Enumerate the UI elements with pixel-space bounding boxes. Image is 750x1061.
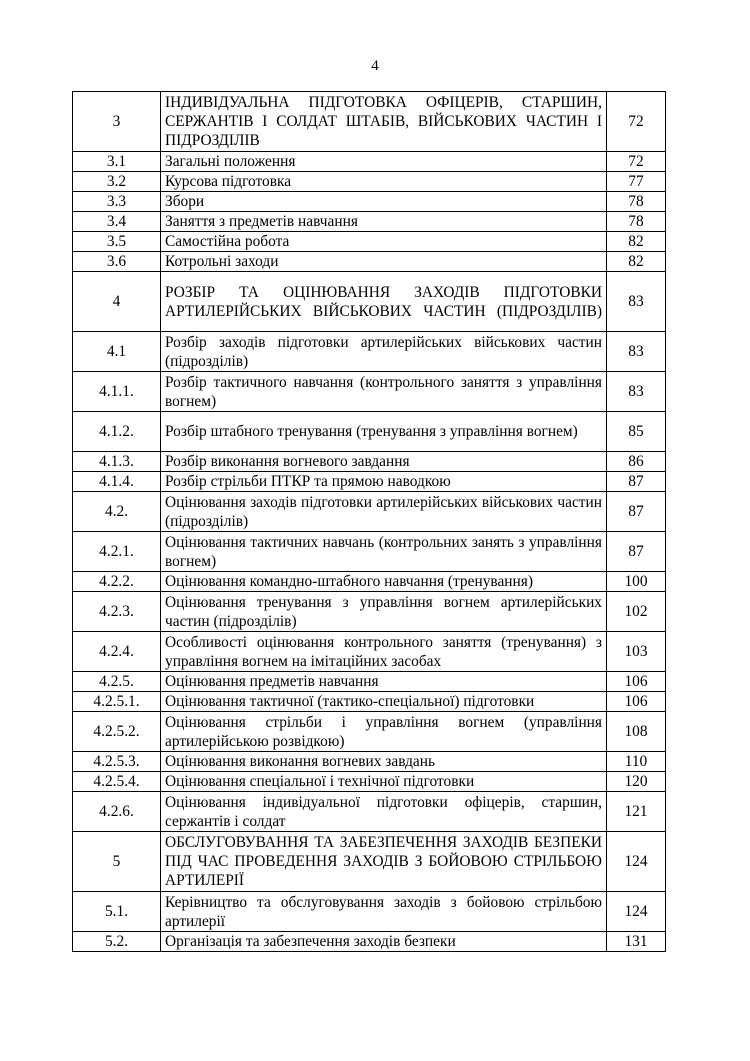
page-ref: 131 <box>607 932 666 952</box>
page-ref: 82 <box>607 252 666 272</box>
page-ref: 124 <box>607 892 666 932</box>
section-number: 4.2.6. <box>73 792 161 832</box>
toc-row <box>73 152 666 172</box>
page-ref: 78 <box>607 212 666 232</box>
page-ref: 78 <box>607 192 666 212</box>
section-title: Розбір тактичного навчання (контрольного заняття з управління вогнем) <box>161 372 607 412</box>
page-ref: 82 <box>607 232 666 252</box>
section-title: Розбір стрільби ПТКР та прямою наводкою <box>161 472 607 492</box>
toc-row <box>73 272 666 332</box>
page-ref: 87 <box>607 492 666 532</box>
section-number: 4 <box>73 272 161 332</box>
section-number: 4.2.5.2. <box>73 712 161 752</box>
section-title: Оцінювання командно-штабного навчання (тренування) <box>161 572 607 592</box>
page-ref: 106 <box>607 672 666 692</box>
section-number: 4.2.4. <box>73 632 161 672</box>
section-title: Розбір заходів підготовки артилерійських військових частин (підрозділів) <box>161 332 607 372</box>
page-ref: 83 <box>607 332 666 372</box>
section-title: Розбір штабного тренування (тренування з управління вогнем) <box>161 412 607 452</box>
page-ref: 102 <box>607 592 666 632</box>
page-ref: 72 <box>607 92 666 152</box>
page-ref: 108 <box>607 712 666 752</box>
section-title: Оцінювання заходів підготовки артилерійських військових частин (підрозділів) <box>161 492 607 532</box>
section-number: 3.1 <box>73 152 161 172</box>
section-title: Оцінювання тактичної (тактико-спеціальної) підготовки <box>161 692 607 712</box>
section-number: 4.2.5.3. <box>73 752 161 772</box>
toc-row <box>73 452 666 472</box>
section-title: Керівництво та обслуговування заходів з бойовою стрільбою артилерії <box>161 892 607 932</box>
section-number: 4.2.1. <box>73 532 161 572</box>
section-number: 4.2. <box>73 492 161 532</box>
toc-row <box>73 492 666 532</box>
page-ref: 83 <box>607 272 666 332</box>
section-title: Оцінювання тактичних навчань (контрольних занять з управління вогнем) <box>161 532 607 572</box>
section-title: Самостійна робота <box>161 232 607 252</box>
section-title: ОБСЛУГОВУВАННЯ ТА ЗАБЕЗПЕЧЕННЯ ЗАХОДІВ БЕЗПЕКИ ПІД ЧАС ПРОВЕДЕННЯ ЗАХОДІВ З БОЙОВОЮ СТРІЛЬБОЮ АРТИЛЕРІЇ <box>161 832 607 892</box>
section-title: Оцінювання тренування з управління вогнем артилерійських частин (підрозділів) <box>161 592 607 632</box>
page-ref: 110 <box>607 752 666 772</box>
toc-row <box>73 672 666 692</box>
section-title: Курсова підготовка <box>161 172 607 192</box>
section-number: 5.2. <box>73 932 161 952</box>
section-number: 4.2.5.1. <box>73 692 161 712</box>
toc-row <box>73 772 666 792</box>
section-title: Заняття з предметів навчання <box>161 212 607 232</box>
section-title: РОЗБІР ТА ОЦІНЮВАННЯ ЗАХОДІВ ПІДГОТОВКИ АРТИЛЕРІЙСЬКИХ ВІЙСЬКОВИХ ЧАСТИН (ПІДРОЗДІЛІВ) <box>161 272 607 332</box>
toc-row <box>73 412 666 452</box>
toc-row <box>73 792 666 832</box>
toc-row <box>73 252 666 272</box>
toc-row <box>73 892 666 932</box>
section-number: 3.6 <box>73 252 161 272</box>
section-number: 4.2.3. <box>73 592 161 632</box>
page-ref: 85 <box>607 412 666 452</box>
page-ref: 83 <box>607 372 666 412</box>
toc-row <box>73 372 666 412</box>
section-title: ІНДИВІДУАЛЬНА ПІДГОТОВКА ОФІЦЕРІВ, СТАРШИН, СЕРЖАНТІВ І СОЛДАТ ШТАБІВ, ВІЙСЬКОВИХ ЧАСТИН І ПІДРОЗДІЛІВ <box>161 92 607 152</box>
section-title: Оцінювання виконання вогневих завдань <box>161 752 607 772</box>
toc-row <box>73 172 666 192</box>
page-ref: 87 <box>607 532 666 572</box>
section-title: Оцінювання предметів навчання <box>161 672 607 692</box>
page-ref: 100 <box>607 572 666 592</box>
section-number: 3 <box>73 92 161 152</box>
section-title: Загальні положення <box>161 152 607 172</box>
toc-row <box>73 572 666 592</box>
toc-row <box>73 212 666 232</box>
section-title: Оцінювання індивідуальної підготовки офіцерів, старшин, сержантів і солдат <box>161 792 607 832</box>
section-number: 5 <box>73 832 161 892</box>
section-title: Організація та забезпечення заходів безпеки <box>161 932 607 952</box>
page-ref: 120 <box>607 772 666 792</box>
page-ref: 86 <box>607 452 666 472</box>
section-title: Розбір виконання вогневого завдання <box>161 452 607 472</box>
toc-row <box>73 832 666 892</box>
toc-row <box>73 592 666 632</box>
toc-row <box>73 692 666 712</box>
section-number: 4.1.4. <box>73 472 161 492</box>
section-number: 4.1.3. <box>73 452 161 472</box>
toc-row <box>73 752 666 772</box>
section-number: 5.1. <box>73 892 161 932</box>
toc-row <box>73 472 666 492</box>
section-number: 4.2.2. <box>73 572 161 592</box>
section-title: Особливості оцінювання контрольного заняття (тренування) з управління вогнем на імітаційних засобах <box>161 632 607 672</box>
page-ref: 106 <box>607 692 666 712</box>
page-ref: 72 <box>607 152 666 172</box>
section-number: 3.3 <box>73 192 161 212</box>
section-number: 3.5 <box>73 232 161 252</box>
toc-row <box>73 232 666 252</box>
page-ref: 77 <box>607 172 666 192</box>
section-title: Котрольні заходи <box>161 252 607 272</box>
toc-row <box>73 532 666 572</box>
toc-row <box>73 192 666 212</box>
page-ref: 124 <box>607 832 666 892</box>
section-number: 3.2 <box>73 172 161 192</box>
page-ref: 87 <box>607 472 666 492</box>
section-number: 4.1.1. <box>73 372 161 412</box>
section-number: 4.1 <box>73 332 161 372</box>
table-of-contents <box>72 91 666 952</box>
page-number: 4 <box>371 58 379 74</box>
toc-row <box>73 332 666 372</box>
page-ref: 103 <box>607 632 666 672</box>
section-title: Збори <box>161 192 607 212</box>
section-number: 4.2.5.4. <box>73 772 161 792</box>
toc-row <box>73 92 666 152</box>
section-title: Оцінювання стрільби і управління вогнем (управління артилерійською розвідкою) <box>161 712 607 752</box>
section-number: 4.2.5. <box>73 672 161 692</box>
section-number: 3.4 <box>73 212 161 232</box>
section-number: 4.1.2. <box>73 412 161 452</box>
toc-row <box>73 632 666 672</box>
page-ref: 121 <box>607 792 666 832</box>
section-title: Оцінювання спеціальної і технічної підготовки <box>161 772 607 792</box>
toc-row <box>73 712 666 752</box>
toc-row <box>73 932 666 952</box>
